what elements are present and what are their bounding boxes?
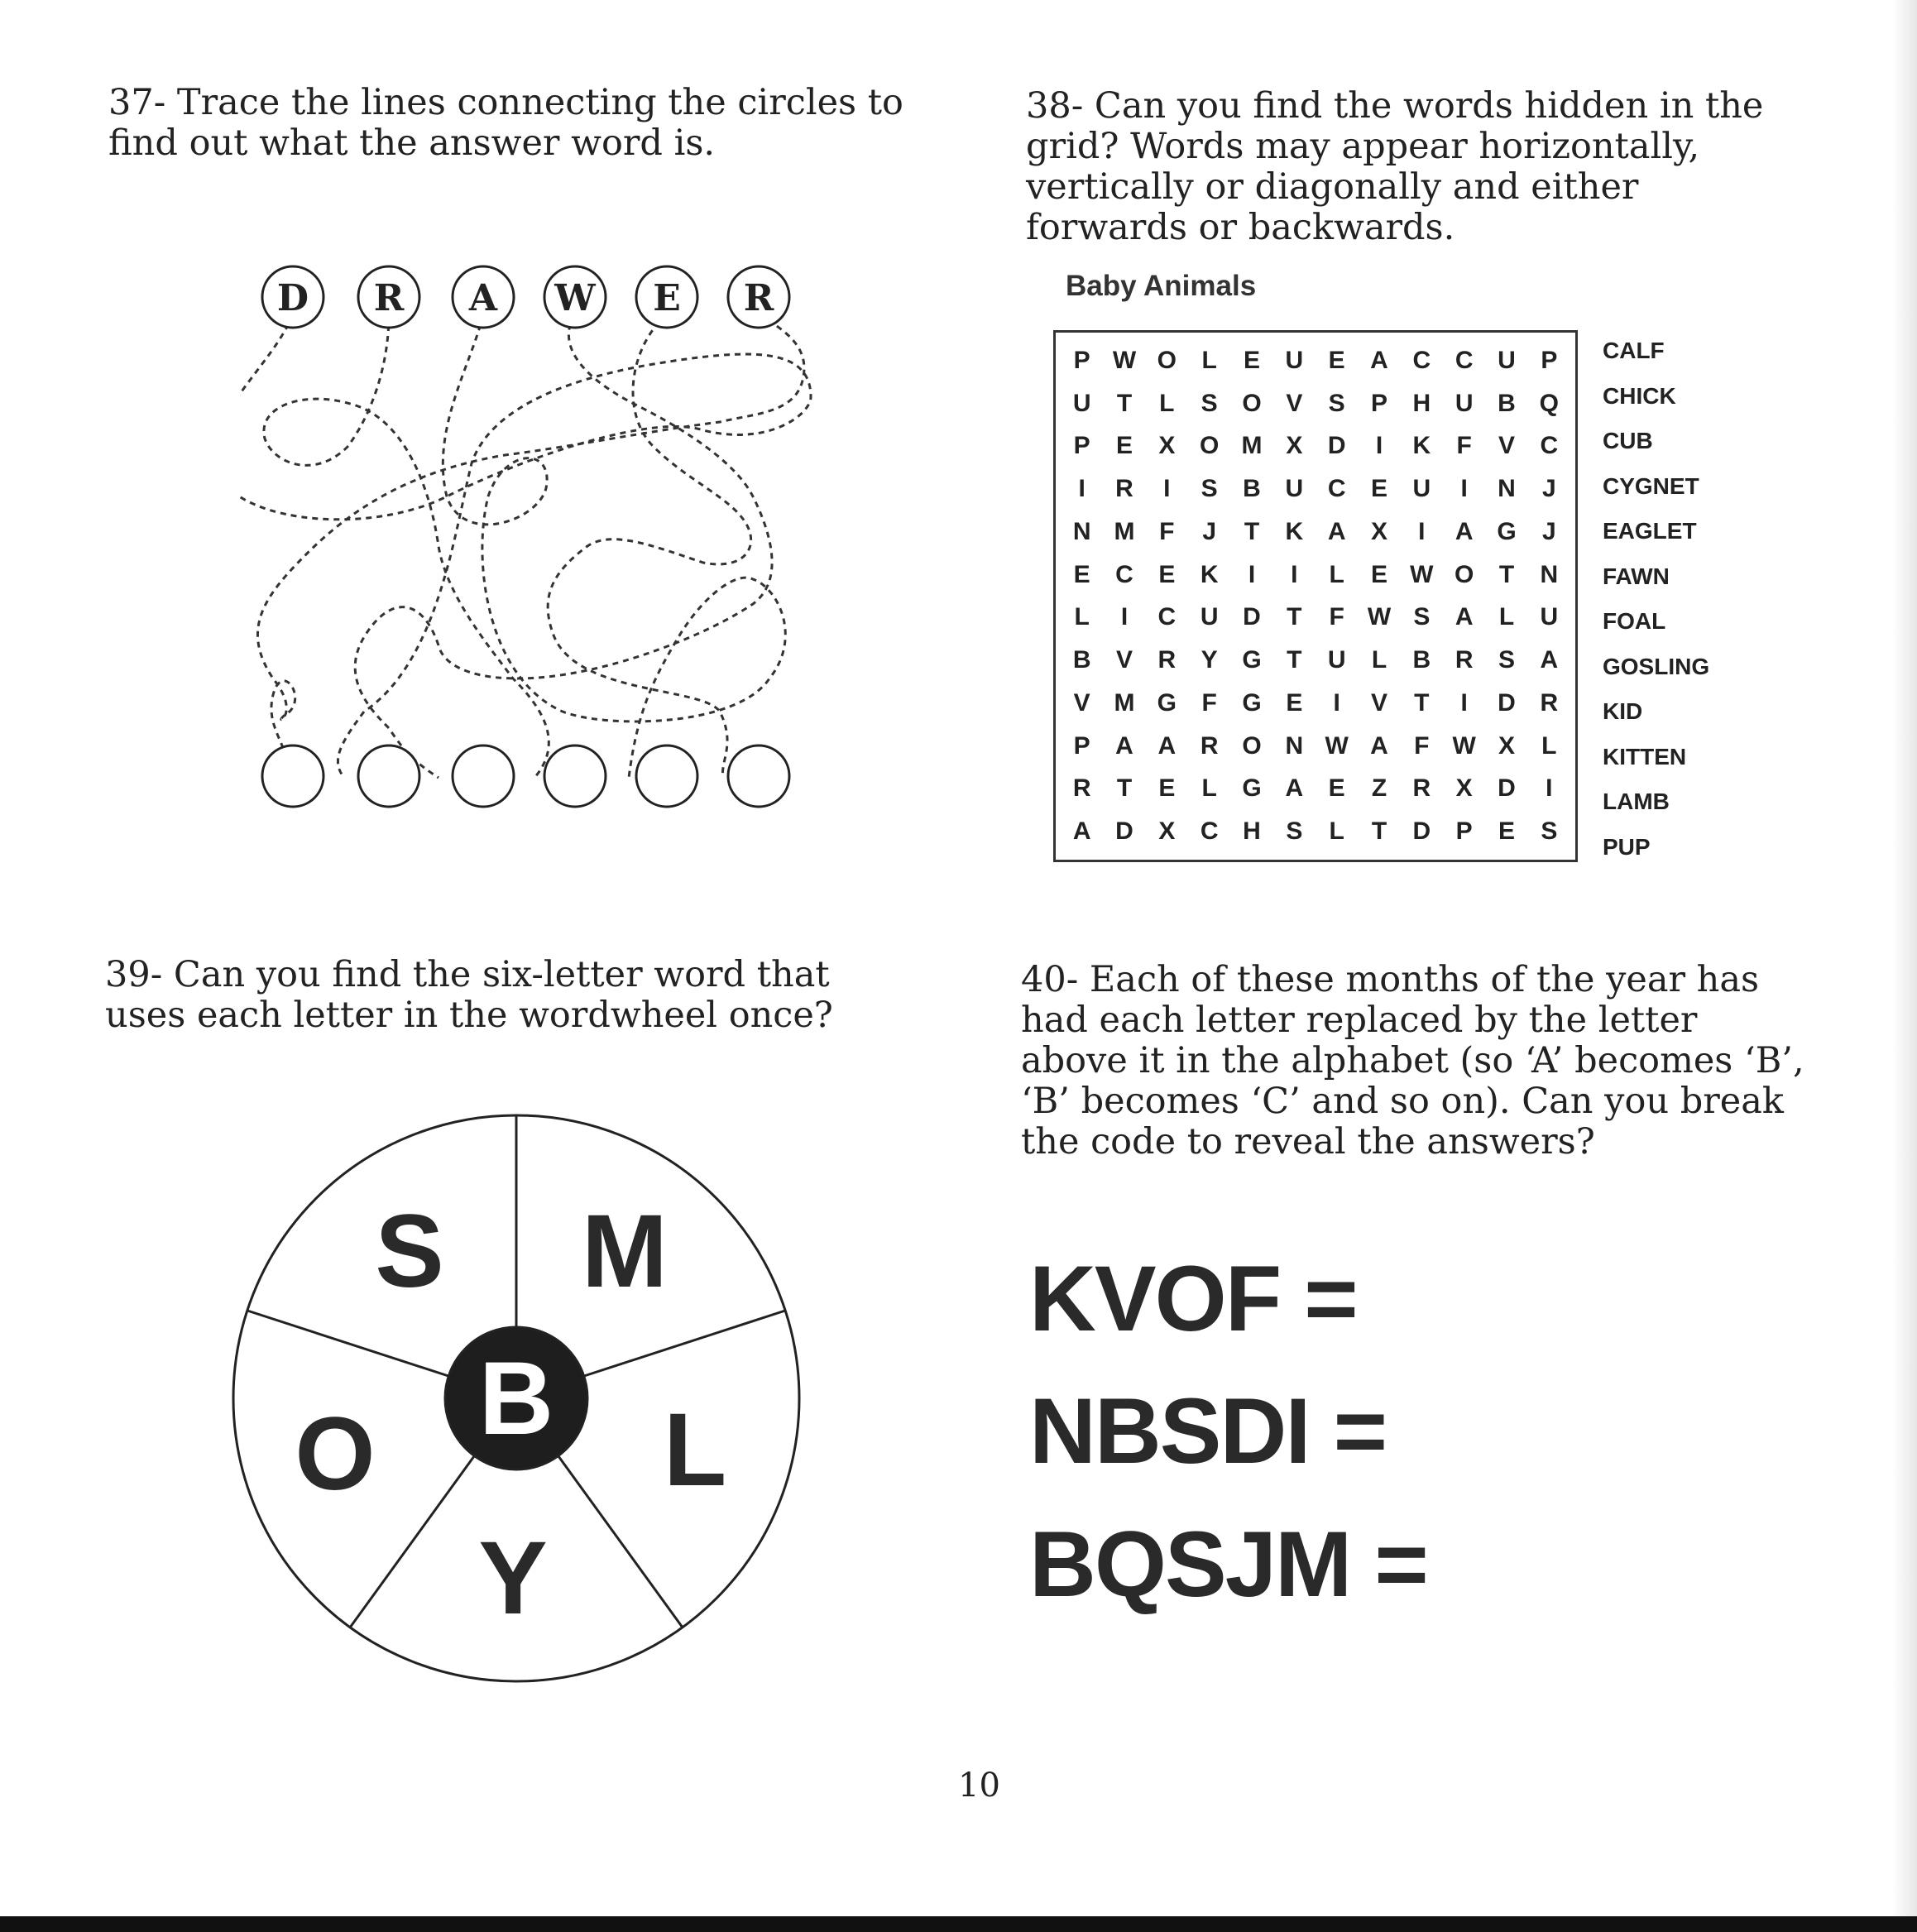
grid-cell: T <box>1371 817 1387 846</box>
answer-circle <box>636 745 697 807</box>
grid-cell: S <box>1498 646 1515 674</box>
grid-cell: W <box>1325 731 1349 760</box>
grid-cell: L <box>1541 731 1557 760</box>
grid-cell: L <box>1329 560 1344 588</box>
grid-cell: X <box>1158 817 1176 846</box>
grid-cell: F <box>1159 517 1175 545</box>
grid-cell: D <box>1327 432 1346 460</box>
answer-circle <box>262 745 323 807</box>
grid-cell: F <box>1456 432 1472 460</box>
grid-cell: W <box>1112 346 1137 374</box>
grid-cell: N <box>1072 517 1091 545</box>
grid-cell: G <box>1242 774 1262 803</box>
grid-cell: A <box>1370 346 1388 374</box>
grid-cell: U <box>1285 346 1304 374</box>
grid-cell: I <box>1546 774 1553 803</box>
grid-cell: R <box>1157 646 1177 674</box>
grid-cell: D <box>1498 774 1516 803</box>
letter-circle-r2 <box>728 266 789 328</box>
grid-cell: B <box>1498 389 1516 417</box>
grid-cell: B <box>1072 646 1091 674</box>
grid-cell: I <box>1163 475 1171 503</box>
letter-circle-w <box>544 266 606 328</box>
grid-cell: L <box>1498 603 1515 631</box>
word-list-item: LAMB <box>1603 789 1670 814</box>
grid-cell: V <box>1498 432 1515 460</box>
grid-cell: A <box>1540 646 1559 674</box>
grid-cell: K <box>1285 517 1304 545</box>
puzzle-39-instructions <box>105 955 833 1036</box>
grid-cell: F <box>1414 731 1430 760</box>
svg-text:R: R <box>743 277 774 319</box>
grid-cell: A <box>1285 774 1304 803</box>
instruction-line: the code to reveal the answers? <box>1021 1121 1595 1163</box>
svg-text:W: W <box>554 277 596 319</box>
grid-cell: S <box>1201 389 1218 417</box>
wheel-letter: S <box>375 1194 444 1309</box>
grid-cell: E <box>1243 346 1260 374</box>
grid-cell: A <box>1455 517 1474 545</box>
grid-cell: Q <box>1539 389 1559 417</box>
word-search-theme: Baby Animals <box>1066 270 1257 302</box>
grid-cell: N <box>1285 731 1304 760</box>
puzzle-38-instructions <box>1026 86 1763 248</box>
grid-cell: A <box>1327 517 1346 545</box>
grid-cell: K <box>1200 560 1219 588</box>
instruction-line: grid? Words may appear horizontally, <box>1026 126 1700 167</box>
grid-cell: L <box>1201 346 1217 374</box>
grid-cell: U <box>1200 603 1219 631</box>
grid-cell: L <box>1159 389 1175 417</box>
answer-circle <box>544 745 606 807</box>
grid-cell: D <box>1412 817 1431 846</box>
instruction-line: above it in the alphabet (so ‘A’ becomes ‘B’, <box>1021 1040 1804 1081</box>
answer-circle <box>358 745 419 807</box>
grid-cell: C <box>1327 475 1346 503</box>
letter-circle-e <box>636 266 697 328</box>
page-edge-shadow <box>1892 0 1917 1916</box>
grid-cell: T <box>1116 774 1133 803</box>
code-word-3: BQSJM = <box>1029 1513 1427 1616</box>
grid-cell: I <box>1291 560 1298 588</box>
instruction-line: 40- Each of these months of the year has <box>1021 959 1760 1000</box>
grid-cell: U <box>1455 389 1474 417</box>
answer-circle <box>453 745 514 807</box>
grid-cell: O <box>1242 731 1262 760</box>
grid-cell: R <box>1455 646 1474 674</box>
grid-cell: X <box>1498 731 1515 760</box>
grid-cell: M <box>1241 432 1263 460</box>
wheel-letter: L <box>663 1393 727 1508</box>
grid-cell: E <box>1158 560 1176 588</box>
grid-cell: E <box>1370 560 1387 588</box>
instruction-line: ‘B’ becomes ‘C’ and so on). Can you break <box>1021 1081 1784 1122</box>
grid-cell: U <box>1327 646 1346 674</box>
word-search-grid <box>1053 330 1578 862</box>
grid-cell: S <box>1201 475 1218 503</box>
grid-cell: E <box>1286 688 1303 717</box>
instruction-line: vertically or diagonally and either <box>1026 166 1639 208</box>
grid-cell: X <box>1455 774 1473 803</box>
grid-cell: I <box>1460 475 1468 503</box>
grid-cell: A <box>1115 731 1133 760</box>
svg-text:A: A <box>468 277 498 319</box>
instruction-line: 39- Can you find the six-letter word that <box>105 954 830 995</box>
scan-bottom-edge <box>0 1916 1917 1932</box>
grid-cell: C <box>1540 432 1559 460</box>
top-letter-circles <box>262 266 789 328</box>
grid-cell: L <box>1329 817 1344 846</box>
grid-cell: M <box>1114 688 1135 717</box>
word-list-item: EAGLET <box>1603 518 1697 544</box>
word-list-item: KID <box>1603 698 1643 724</box>
grid-cell: S <box>1413 603 1431 631</box>
instruction-line: find out what the answer word is. <box>108 122 716 164</box>
grid-cell: I <box>1418 517 1426 545</box>
grid-cell: R <box>1540 688 1559 717</box>
grid-cell: W <box>1452 731 1476 760</box>
svg-text:E: E <box>653 277 681 319</box>
grid-cell: U <box>1412 475 1431 503</box>
page-number: 10 <box>958 1767 1000 1805</box>
puzzle-37-instructions <box>108 83 903 164</box>
grid-cell: C <box>1200 817 1219 846</box>
grid-cell: W <box>1410 560 1434 588</box>
grid-cell: V <box>1286 389 1303 417</box>
grid-cell: U <box>1540 603 1559 631</box>
code-word-1: KVOF = <box>1029 1247 1357 1350</box>
grid-cell: E <box>1115 432 1133 460</box>
grid-cell: C <box>1115 560 1133 588</box>
grid-cell: J <box>1541 475 1556 503</box>
grid-cell: A <box>1157 731 1177 760</box>
answer-circle <box>728 745 789 807</box>
wheel-letter: O <box>295 1397 376 1512</box>
grid-cell: I <box>1460 688 1468 717</box>
grid-cell: E <box>1158 774 1176 803</box>
instruction-line: uses each letter in the wordwheel once? <box>105 995 833 1036</box>
grid-cell: J <box>1541 517 1556 545</box>
center-letter: B <box>478 1341 554 1456</box>
wordwheel <box>223 1092 811 1688</box>
code-word-2: NBSDI = <box>1029 1379 1386 1483</box>
line-maze <box>240 248 836 827</box>
grid-cell: E <box>1073 560 1090 588</box>
grid-cell: E <box>1328 774 1345 803</box>
grid-cell: D <box>1498 688 1516 717</box>
instruction-line: forwards or backwards. <box>1026 207 1455 248</box>
letter-circle-a <box>453 266 514 328</box>
grid-cell: N <box>1498 475 1516 503</box>
grid-cell: R <box>1115 475 1133 503</box>
grid-cell: Z <box>1371 774 1387 803</box>
grid-cell: P <box>1073 346 1090 374</box>
grid-cell: D <box>1115 817 1133 846</box>
grid-cell: R <box>1072 774 1091 803</box>
word-list-item: FOAL <box>1603 608 1666 634</box>
grid-cell: B <box>1412 646 1431 674</box>
grid-cell: G <box>1242 688 1262 717</box>
word-list <box>1603 333 1709 874</box>
grid-cell: P <box>1073 432 1090 460</box>
grid-cell: H <box>1412 389 1431 417</box>
grid-cell: T <box>1414 688 1430 717</box>
grid-cell: T <box>1287 603 1302 631</box>
word-list-item: CALF <box>1603 338 1665 363</box>
grid-cell: W <box>1367 603 1392 631</box>
puzzle-40-instructions <box>1021 960 1804 1163</box>
grid-cell: B <box>1243 475 1261 503</box>
word-list-item: CUB <box>1603 428 1653 453</box>
grid-cell: N <box>1540 560 1559 588</box>
grid-cell: R <box>1200 731 1219 760</box>
grid-cell: K <box>1412 432 1431 460</box>
grid-cell: V <box>1073 688 1090 717</box>
grid-cell: E <box>1370 475 1387 503</box>
grid-cell: X <box>1286 432 1303 460</box>
grid-cell: P <box>1073 731 1090 760</box>
grid-cell: O <box>1454 560 1474 588</box>
grid-cell: S <box>1541 817 1558 846</box>
grid-cell: U <box>1072 389 1091 417</box>
grid-cell: J <box>1202 517 1216 545</box>
word-list-item: CHICK <box>1603 382 1676 409</box>
grid-cell: D <box>1243 603 1261 631</box>
grid-cell: A <box>1370 731 1388 760</box>
grid-cell: R <box>1412 774 1431 803</box>
grid-cell: L <box>1074 603 1090 631</box>
grid-cell: H <box>1243 817 1261 846</box>
grid-cell: E <box>1328 346 1345 374</box>
grid-cell: C <box>1455 346 1474 374</box>
grid-cell: X <box>1370 517 1387 545</box>
grid-cell: T <box>1498 560 1515 588</box>
wheel-letter: Y <box>478 1521 548 1636</box>
grid-cell: G <box>1242 646 1262 674</box>
grid-cell: M <box>1114 517 1135 545</box>
grid-cell: I <box>1078 475 1086 503</box>
grid-cell: T <box>1287 646 1302 674</box>
word-list-item: FAWN <box>1603 563 1670 589</box>
grid-cell: S <box>1328 389 1345 417</box>
word-list-item: PUP <box>1603 833 1651 860</box>
grid-cell: I <box>1120 603 1129 631</box>
letter-circle-r <box>358 266 419 328</box>
grid-cell: I <box>1248 560 1256 588</box>
grid-cell: U <box>1498 346 1516 374</box>
grid-cell: F <box>1201 688 1217 717</box>
wheel-letter: M <box>581 1194 669 1309</box>
grid-cell: P <box>1370 389 1387 417</box>
grid-cell: C <box>1412 346 1431 374</box>
grid-cell: C <box>1157 603 1177 631</box>
grid-cell: A <box>1455 603 1474 631</box>
letter-circle-d <box>262 266 323 328</box>
grid-cell: T <box>1116 389 1133 417</box>
instruction-line: had each letter replaced by the letter <box>1021 1000 1698 1041</box>
word-list-item: CYGNET <box>1603 472 1699 499</box>
grid-cell: S <box>1286 817 1303 846</box>
grid-cell: I <box>1375 432 1383 460</box>
grid-cell: L <box>1371 646 1387 674</box>
answer-circles <box>262 745 789 807</box>
svg-text:R: R <box>373 277 405 319</box>
svg-text:D: D <box>276 277 309 319</box>
grid-cell: O <box>1157 346 1177 374</box>
grid-cell: G <box>1157 688 1177 717</box>
word-list-item: GOSLING <box>1603 653 1710 679</box>
grid-cell: X <box>1158 432 1176 460</box>
grid-cell: A <box>1072 817 1091 846</box>
grid-cell: F <box>1329 603 1344 631</box>
grid-cell: Y <box>1201 646 1218 674</box>
instruction-line: 37- Trace the lines connecting the circles to <box>108 82 903 123</box>
grid-cell: L <box>1201 774 1217 803</box>
grid-cell: E <box>1498 817 1515 846</box>
grid-cell: V <box>1115 646 1133 674</box>
grid-cell: I <box>1333 688 1340 717</box>
grid-cell: O <box>1199 432 1220 460</box>
grid-cell: P <box>1455 817 1473 846</box>
grid-cell: O <box>1242 389 1262 417</box>
grid-cell: G <box>1497 517 1517 545</box>
word-list-item: KITTEN <box>1603 743 1687 769</box>
grid-cell: U <box>1285 475 1304 503</box>
grid-cell: V <box>1370 688 1387 717</box>
maze-paths <box>240 314 811 778</box>
grid-cell: T <box>1244 517 1260 545</box>
instruction-line: 38- Can you find the words hidden in the <box>1026 85 1764 127</box>
grid-cell: P <box>1541 346 1558 374</box>
